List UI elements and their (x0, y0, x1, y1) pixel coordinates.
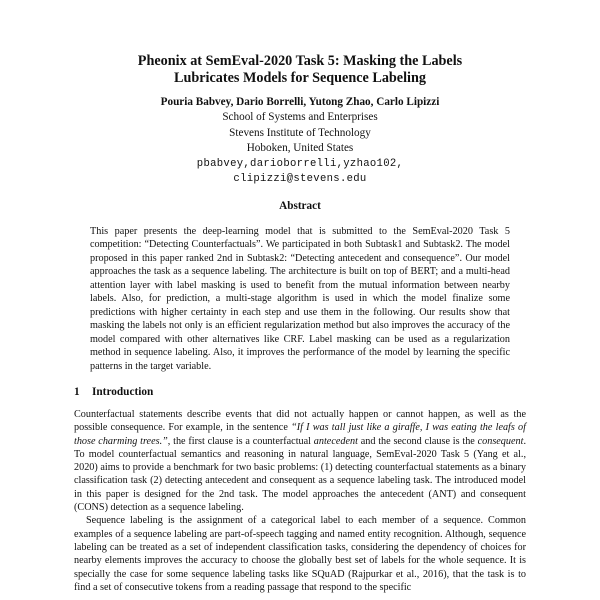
p1-term-consequent: consequent (477, 435, 524, 447)
p1-text-c: and the second clause is the (357, 435, 478, 447)
author-list: Pouria Babvey, Dario Borrelli, Yutong Zhao, Carlo Lipizzi (160, 96, 440, 108)
abstract-heading: Abstract (279, 200, 321, 212)
section-heading-introduction (74, 386, 153, 398)
title-line-2: Lubricates Models for Sequence Labeling (174, 70, 426, 86)
email-line-1: pbabvey,darioborrelli,yzhao102, (196, 157, 404, 170)
abstract-text: This paper presents the deep-learning model that is submitted to the SemEval-2020 Task 5 competition: “Detecting Counterfactuals”. We participated in both Subtask1 and Subtask2. The model proposed in this paper ranked 2nd in Subtask2: “Detecting antecedent and consequence”. Our model approaches the task as a sequence labeling. The architecture is built on top of BERT; and a multi-head attention layer with label masking is used to benefit from the mutual information between nearby labels. Also, for prediction, a multi-stage algorithm is used in which the model finalize some predictions with higher certainty in each step and use them in the following. Our results show that masking the labels not only is an efficient regularization method but also improves the accuracy of the model compared with other alternatives like CRF. Label masking can be used as a regularization method in sequence labeling. Also, it improves the performance of the model by learning the specific patterns in the target variable. (90, 226, 510, 372)
paper-title (0, 53, 600, 87)
affiliation-block (0, 110, 600, 188)
p1-text-b: , the first clause is a counterfactual (167, 435, 314, 447)
affiliation-location: Hoboken, United States (246, 142, 354, 154)
p1-term-antecedent: antecedent (313, 435, 358, 447)
section-title: Introduction (92, 386, 154, 398)
p1-text-d: . To model counterfactual semantics and reasoning in natural language, SemEval-2020 Task 5 (Yang et al., 2020) aims to provide a benchmark for two basic problems: (1) detecting counterfactual statements as a binary classification task (2) detecting antecedent and consequent as a sequence labeling task. The introduced model in this paper is designed for the 2nd task. The model approaches the antecedent (ANT) and consequent (CONS) detection as a sequence labeling. (74, 435, 526, 514)
paragraph-2: Sequence labeling is the assignment of a categorical label to each member of a sequence. Common examples of a sequence labeling are part-of-speech tagging and named entity recognition. Although, sequence labeling can be treated as a set of independent classification tasks, considering the dependency of choices for nearby elements improves the accuracy to choose the globally best set of labels for the whole sequence. It is specially the case for some sequence labeling tasks like SQuAD (Rajpurkar et al., 2016), that the task is to find a set of consecutive tokens from a reading passage that respond to the specific (74, 515, 526, 593)
title-line-1: Pheonix at SemEval-2020 Task 5: Masking the Labels (137, 53, 463, 69)
affiliation-institute: Stevens Institute of Technology (229, 126, 371, 139)
introduction-body (74, 408, 526, 594)
p1-example-quote: “If I was tall just like a giraffe, I was eating the leafs of those charming trees.” (74, 422, 526, 447)
p1-text-a: Counterfactual statements describe events that did not actually happen or cannot happen, as well as the possible consequence. For example, in the sentence (74, 409, 526, 434)
section-number: 1 (74, 386, 80, 398)
affiliation-school: School of Systems and Enterprises (222, 111, 378, 123)
paragraph-1 (74, 408, 526, 514)
email-line-2: clipizzi@stevens.edu (233, 173, 367, 185)
